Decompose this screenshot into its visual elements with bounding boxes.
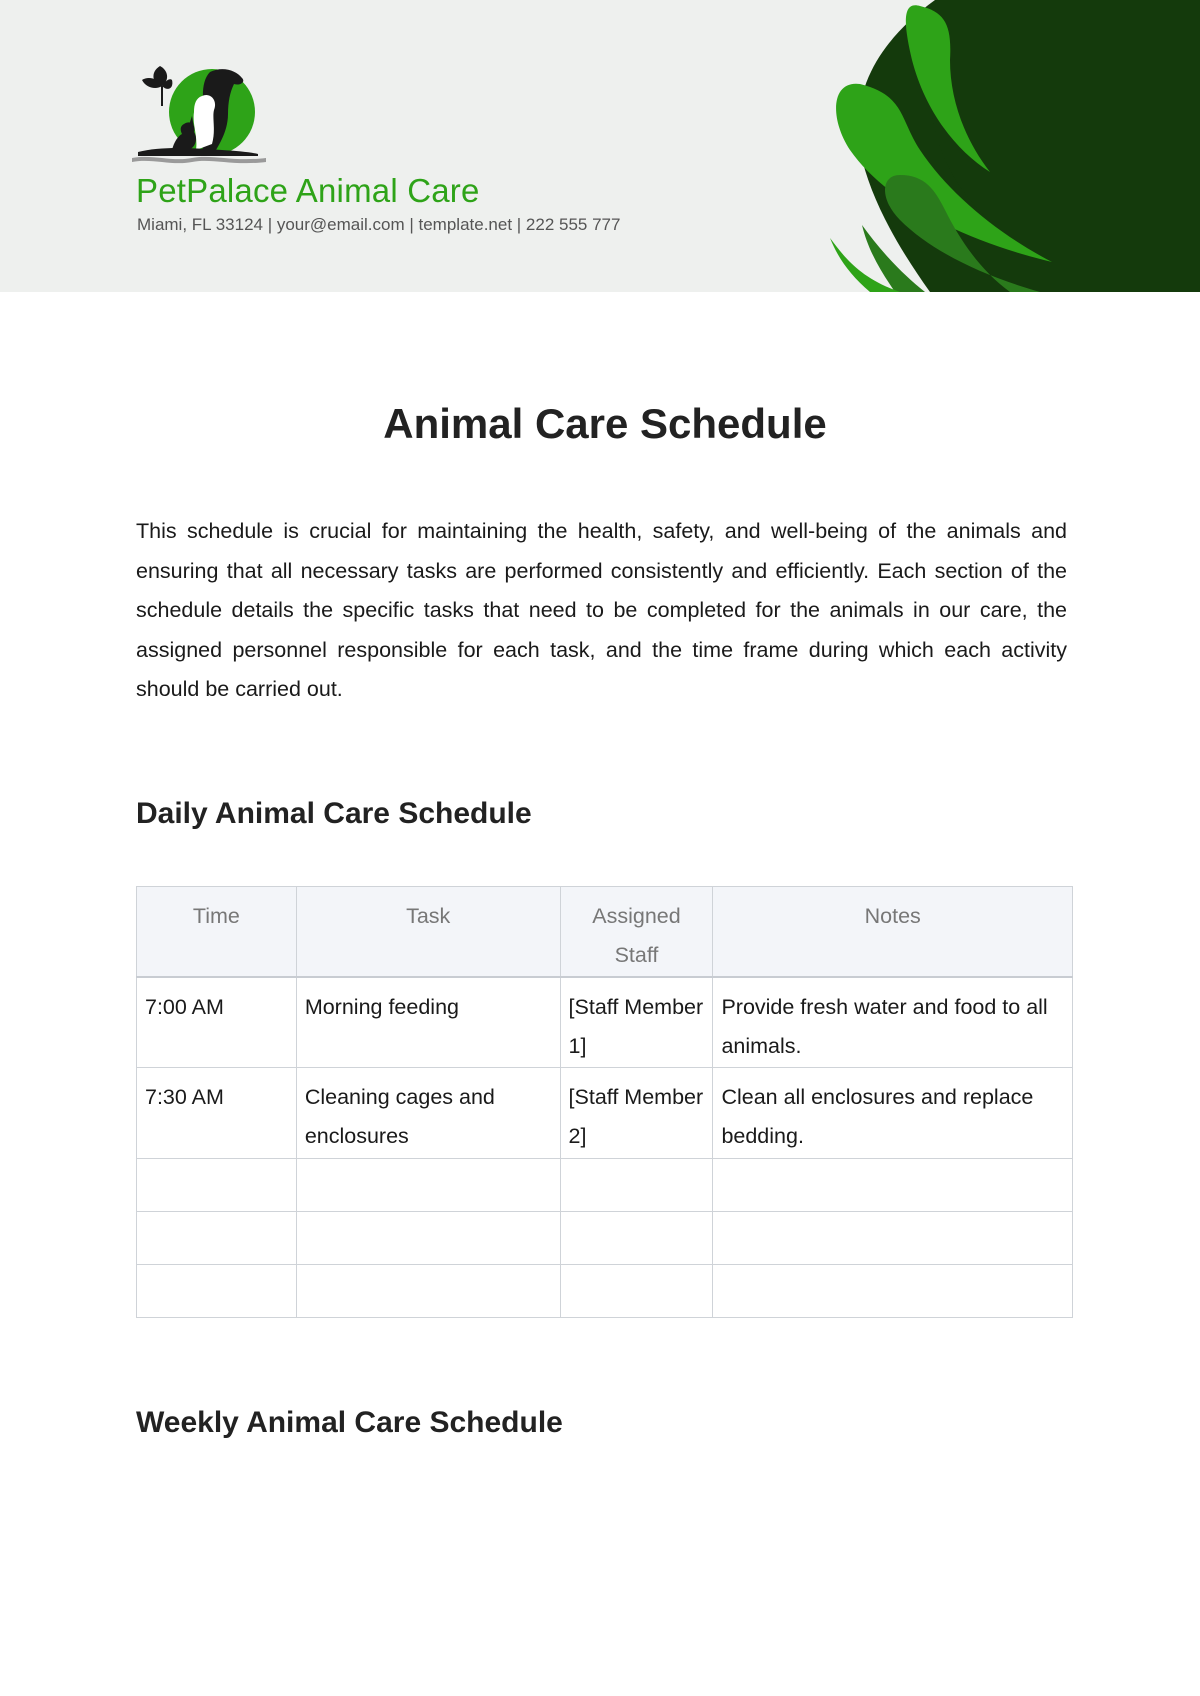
time-cell [137, 1265, 297, 1318]
time-cell: 7:00 AM [137, 977, 297, 1068]
pet-logo-icon [132, 58, 266, 172]
table-header-row [137, 887, 1073, 977]
daily-schedule-table [136, 886, 1073, 1318]
task-cell: Morning feeding [296, 977, 560, 1068]
task-cell [296, 1265, 560, 1318]
column-header-time: Time [137, 887, 297, 977]
notes-cell [713, 1159, 1073, 1212]
company-contact: Miami, FL 33124 | your@email.com | template.net | 222 555 777 [137, 215, 621, 234]
table-row-empty [137, 1212, 1073, 1265]
weekly-section-title: Weekly Animal Care Schedule [136, 1406, 563, 1439]
time-cell [137, 1212, 297, 1265]
staff-cell [560, 1212, 713, 1265]
header-banner [0, 0, 1200, 292]
table-row [137, 1068, 1073, 1159]
table-row-empty [137, 1265, 1073, 1318]
staff-cell: [Staff Member 1] [560, 977, 713, 1068]
column-header-task: Task [296, 887, 560, 977]
task-cell [296, 1212, 560, 1265]
task-cell [296, 1159, 560, 1212]
staff-cell [560, 1159, 713, 1212]
daily-section-title: Daily Animal Care Schedule [136, 797, 532, 830]
notes-cell [713, 1265, 1073, 1318]
staff-cell [560, 1265, 713, 1318]
task-cell: Cleaning cages and enclosures [296, 1068, 560, 1159]
notes-cell [713, 1212, 1073, 1265]
time-cell: 7:30 AM [137, 1068, 297, 1159]
time-cell [137, 1159, 297, 1212]
document-title: Animal Care Schedule [383, 400, 827, 447]
column-header-notes: Notes [713, 887, 1073, 977]
intro-paragraph: This schedule is crucial for maintaining the health, safety, and well-being of the animals and ensuring that all necessary tasks are performed consistently and efficiently. Each section of the schedule details the specific tasks that need to be completed for the animals in our care, the assigned personnel responsible for each task, and the time frame during which each activity should be carried out. [136, 519, 1067, 701]
table-row [137, 977, 1073, 1068]
notes-cell: Provide fresh water and food to all animals. [713, 977, 1073, 1068]
staff-cell: [Staff Member 2] [560, 1068, 713, 1159]
table-row-empty [137, 1159, 1073, 1212]
column-header-assigned-staff: Assigned Staff [560, 887, 713, 977]
company-name: PetPalace Animal Care [136, 172, 480, 209]
notes-cell: Clean all enclosures and replace bedding. [713, 1068, 1073, 1159]
